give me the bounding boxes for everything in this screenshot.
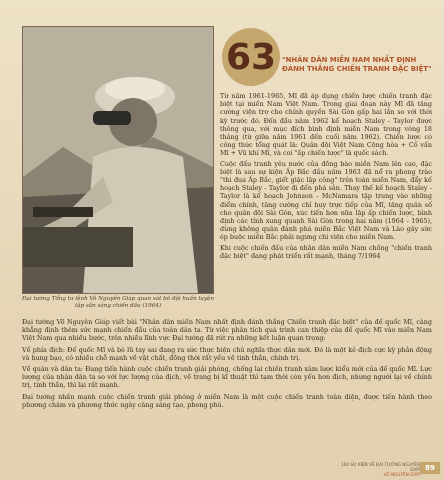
column-paragraph: Cuộc đấu tranh yêu nước của đồng bào miền Nam lên cao, đặc biệt là sau sự kiện Ấp Bắc đầu năm 1963 đã nổ ra phong trào "thi đua Ấp Bắc, giết giặc lập công" trên toàn miền Nam, đẩy kế hoạch Staley - Taylor đi đến phá sản. Thay thế kế hoạch Staley - Taylor là kế hoạch Johnson - McNamara tập trung vào những điểm chính, tăng cường chỉ huy trực tiếp của Mĩ, tăng quân số cho quân đội Sài Gòn, xúc tiến hơn nữa lập ấp chiến lược, bình định các tỉnh xung quanh Sài Gòn trong hai năm (1964 - 1965), dùng không quân đánh phá miền Bắc Việt Nam và Lào gây sức ép buộc miền Bắc phải ngừng chi viện cho miền Nam. (220, 159, 432, 242)
footer-book-title: 100 SỰ KIỆN VỀ ĐẠI TƯỚNG NGUYÊN GIÁP (341, 462, 420, 472)
footer-subtitle: VÕ NGUYÊN GIÁP (383, 472, 420, 477)
body-paragraph: Về quân và dân ta: Đang tiến hành cuộc chiến tranh giải phóng, chống lại chiến tranh xâm lược kiểu mới của đế quốc Mĩ. Lực lượng của nhân dân ta so với lực lượng của địch, về trang bị kĩ thuật thì tạm thời còn yếu hơn địch, nhưng người lại về chính trị, tinh thần, thì lại rất mạnh. (22, 365, 432, 390)
full-width-text (22, 318, 432, 412)
page-number: 89 (420, 462, 440, 474)
right-column (220, 92, 432, 262)
body-paragraph: Đại tướng nhấn mạnh cuộc chiến tranh giải phóng ở miền Nam là một cuộc chiến tranh toàn diện, được tiến hành theo phương châm và phương thức ngày càng sáng tạo, phong phú. (22, 392, 432, 409)
article-number: 63 (225, 37, 277, 78)
photo-illustration (23, 27, 213, 293)
running-footer (330, 462, 420, 477)
article-title: "NHÂN DÂN MIỀN NAM NHẤT ĐỊNH ĐÁNH THẮNG CHIẾN TRANH ĐẶC BIỆT" (282, 56, 432, 73)
photo-caption: Đại tướng Tổng tư lệnh Võ Nguyên Giáp quan sát bố đội huấn luyện tập sẵn sàng chiến đấu (1964) (22, 296, 214, 309)
body-paragraph: Đại tướng Võ Nguyên Giáp viết bài "Nhân dân miền Nam nhất định đánh thắng Chiến tranh đặc biệt" của đế quốc Mĩ, càng khẳng định thêm sức mạnh chiến đấu của toàn dân ta. Từ việc phân tích quá trình can thiệp của đế quốc Mĩ vào miền Nam Việt Nam qua nhiều bước, trên nhiều lĩnh vực Đại tướng đã rút ra những kết luận quan trọng: (22, 318, 432, 343)
column-paragraph: Khi cuộc chiến đấu của nhân dân miền Nam chống "chiến tranh đặc biệt" đang phát triển rất mạnh, tháng 7/1964 (220, 243, 432, 260)
column-paragraph: Từ năm 1961-1965, Mĩ đã áp dụng chiến lược chiến tranh đặc biệt tại miền Nam Việt Nam. Trong giai đoạn này Mĩ đã tăng cường viện trợ cho chính quyền Sài Gòn gấp hai lần so với thời kỳ trước đó. Đến đầu năm 1962 kế hoạch Staley - Taylor được thông qua, với mục đích bình định miền Nam trong vòng 18 tháng (từ giữa năm 1961 đến cuối năm 1962). Chiến lược có công thức tổng quát là: Quân đội Việt Nam Cộng hòa + Cố vấn Mĩ + Vũ khí Mĩ, và coi "ấp chiến lược" là quốc sách. (220, 92, 432, 158)
body-paragraph: Về phía địch: Đế quốc Mĩ và bè lũ tay sai đang ra sức thực hiện chủ nghĩa thực dân mới. Đó là một kẻ địch cực kỳ phản động và hung bạo, có nhiều chỗ mạnh về vật chất, đồng thời rất yếu về tinh thần, chính trị. (22, 345, 432, 362)
general-photo (22, 26, 214, 294)
